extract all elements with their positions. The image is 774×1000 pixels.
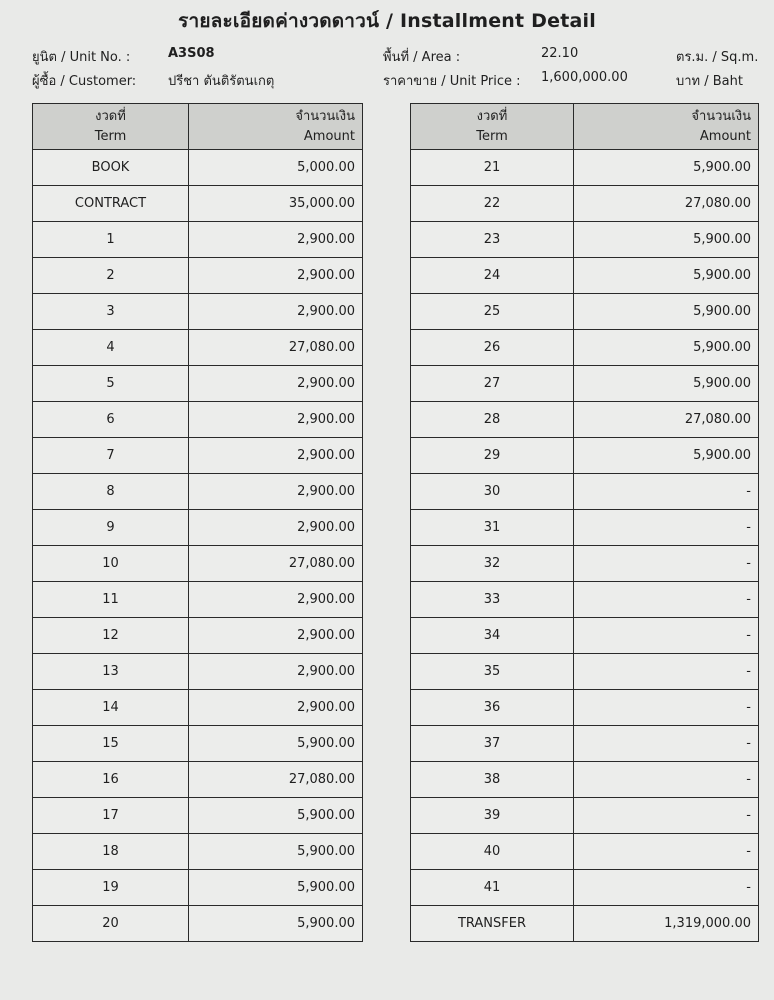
term-cell: 40 (411, 834, 574, 870)
amount-cell: 5,900.00 (189, 906, 363, 942)
table-row (411, 834, 759, 870)
amount-cell: - (574, 690, 759, 726)
amount-cell: 5,900.00 (574, 150, 759, 186)
table-row (33, 798, 363, 834)
amount-cell: - (574, 834, 759, 870)
term-cell: 20 (33, 906, 189, 942)
table-row (33, 402, 363, 438)
table-row (411, 618, 759, 654)
term-cell: 21 (411, 150, 574, 186)
price-value: 1,600,000.00 (541, 70, 628, 85)
table-row (411, 474, 759, 510)
term-cell: 37 (411, 726, 574, 762)
term-cell: 31 (411, 510, 574, 546)
amount-cell: 5,900.00 (189, 834, 363, 870)
amount-cell: 27,080.00 (574, 186, 759, 222)
term-cell: 9 (33, 510, 189, 546)
amount-cell: 2,900.00 (189, 294, 363, 330)
amount-cell: - (574, 510, 759, 546)
term-cell: 30 (411, 474, 574, 510)
table-row (33, 150, 363, 186)
amount-cell: 5,900.00 (574, 294, 759, 330)
term-cell: 28 (411, 402, 574, 438)
amount-cell: - (574, 726, 759, 762)
table-row (411, 402, 759, 438)
term-cell: 24 (411, 258, 574, 294)
page-title: รายละเอียดค่างวดดาวน์ / Installment Detail (178, 10, 596, 32)
amount-cell: 5,900.00 (574, 222, 759, 258)
area-label: พื้นที่ / Area : (383, 50, 461, 65)
table-row (411, 150, 759, 186)
amount-cell: 5,900.00 (574, 366, 759, 402)
amount-header-english: Amount (699, 128, 751, 144)
term-cell: 25 (411, 294, 574, 330)
term-cell: 14 (33, 690, 189, 726)
term-cell: 33 (411, 582, 574, 618)
table-row (411, 510, 759, 546)
table-row (411, 546, 759, 582)
table-row (411, 798, 759, 834)
term-cell: 11 (33, 582, 189, 618)
table-row (411, 726, 759, 762)
table-row (33, 726, 363, 762)
table-row (411, 222, 759, 258)
area-unit: ตร.ม. / Sq.m. (676, 50, 759, 65)
term-header-english: Term (476, 128, 508, 144)
amount-cell: 2,900.00 (189, 582, 363, 618)
term-cell: 7 (33, 438, 189, 474)
table-row (33, 366, 363, 402)
table-row (411, 366, 759, 402)
term-column-header (411, 104, 574, 150)
term-cell: 1 (33, 222, 189, 258)
term-cell: 27 (411, 366, 574, 402)
amount-cell: 1,319,000.00 (574, 906, 759, 942)
amount-cell: - (574, 582, 759, 618)
amount-cell: 2,900.00 (189, 258, 363, 294)
term-cell: 23 (411, 222, 574, 258)
term-cell: 36 (411, 690, 574, 726)
term-cell: 6 (33, 402, 189, 438)
table-row (33, 870, 363, 906)
amount-header-thai: จำนวนเงิน (691, 108, 751, 124)
amount-cell: 5,000.00 (189, 150, 363, 186)
amount-cell: 2,900.00 (189, 366, 363, 402)
table-row (33, 438, 363, 474)
amount-cell: - (574, 618, 759, 654)
table-row (411, 258, 759, 294)
term-cell: 13 (33, 654, 189, 690)
term-cell: 10 (33, 546, 189, 582)
amount-header-thai: จำนวนเงิน (295, 108, 355, 124)
table-row (33, 510, 363, 546)
term-cell: BOOK (33, 150, 189, 186)
table-row (411, 654, 759, 690)
term-cell: 12 (33, 618, 189, 654)
term-cell: 29 (411, 438, 574, 474)
area-value: 22.10 (541, 46, 579, 61)
table-row (411, 762, 759, 798)
table-row (33, 258, 363, 294)
term-cell: 41 (411, 870, 574, 906)
amount-cell: 2,900.00 (189, 474, 363, 510)
amount-cell: 2,900.00 (189, 654, 363, 690)
amount-cell: - (574, 654, 759, 690)
amount-cell: 5,900.00 (574, 258, 759, 294)
term-cell: 17 (33, 798, 189, 834)
table-header-row (33, 104, 363, 150)
term-cell: 18 (33, 834, 189, 870)
amount-cell: 2,900.00 (189, 690, 363, 726)
table-row (411, 690, 759, 726)
table-row (33, 690, 363, 726)
amount-cell: - (574, 762, 759, 798)
table-header-row (411, 104, 759, 150)
term-cell: 32 (411, 546, 574, 582)
amount-cell: 35,000.00 (189, 186, 363, 222)
term-cell: 4 (33, 330, 189, 366)
table-row (33, 294, 363, 330)
unit-value: A3S08 (168, 46, 215, 61)
table-row (33, 906, 363, 942)
amount-cell: 2,900.00 (189, 402, 363, 438)
amount-cell: 2,900.00 (189, 222, 363, 258)
amount-cell: 5,900.00 (189, 726, 363, 762)
table-row (33, 834, 363, 870)
table-row (33, 654, 363, 690)
amount-cell: - (574, 474, 759, 510)
term-cell: 16 (33, 762, 189, 798)
term-cell: 19 (33, 870, 189, 906)
table-row (411, 330, 759, 366)
amount-header-english: Amount (303, 128, 355, 144)
term-cell: 15 (33, 726, 189, 762)
amount-cell: 2,900.00 (189, 438, 363, 474)
term-cell: 34 (411, 618, 574, 654)
table-row (33, 186, 363, 222)
amount-cell: 27,080.00 (189, 330, 363, 366)
amount-cell: 5,900.00 (189, 870, 363, 906)
installment-table-left (32, 103, 363, 942)
amount-cell: 5,900.00 (574, 438, 759, 474)
amount-cell: 2,900.00 (189, 510, 363, 546)
amount-cell: 5,900.00 (574, 330, 759, 366)
term-cell: 35 (411, 654, 574, 690)
term-cell: 26 (411, 330, 574, 366)
unit-label: ยูนิต / Unit No. : (32, 50, 131, 65)
table-row (411, 438, 759, 474)
table-row (33, 222, 363, 258)
table-row (411, 906, 759, 942)
term-cell: 22 (411, 186, 574, 222)
amount-cell: - (574, 546, 759, 582)
term-column-header (33, 104, 189, 150)
customer-label: ผู้ซื้อ / Customer: (32, 74, 137, 89)
amount-cell: 2,900.00 (189, 618, 363, 654)
term-cell: 2 (33, 258, 189, 294)
table-row (33, 546, 363, 582)
term-cell: 8 (33, 474, 189, 510)
table-row (33, 474, 363, 510)
amount-column-header (574, 104, 759, 150)
table-row (411, 186, 759, 222)
table-row (411, 582, 759, 618)
table-row (411, 294, 759, 330)
installment-table-right (410, 103, 759, 942)
amount-cell: 27,080.00 (574, 402, 759, 438)
amount-cell: 27,080.00 (189, 762, 363, 798)
term-cell: 5 (33, 366, 189, 402)
amount-cell: - (574, 798, 759, 834)
amount-cell: 27,080.00 (189, 546, 363, 582)
customer-value: ปรีชา ตันติรัตนเกตุ (168, 74, 275, 89)
amount-cell: - (574, 870, 759, 906)
term-header-english: Term (94, 128, 127, 144)
term-cell: 38 (411, 762, 574, 798)
price-unit: บาท / Baht (676, 74, 743, 89)
amount-column-header (189, 104, 363, 150)
term-cell: 3 (33, 294, 189, 330)
price-label: ราคาขาย / Unit Price : (383, 74, 521, 89)
table-row (33, 618, 363, 654)
term-header-thai: งวดที่ (476, 108, 508, 124)
term-cell: CONTRACT (33, 186, 189, 222)
table-row (33, 582, 363, 618)
amount-cell: 5,900.00 (189, 798, 363, 834)
table-row (33, 762, 363, 798)
table-row (411, 870, 759, 906)
term-header-thai: งวดที่ (95, 108, 126, 124)
table-row (33, 330, 363, 366)
term-cell: TRANSFER (411, 906, 574, 942)
term-cell: 39 (411, 798, 574, 834)
